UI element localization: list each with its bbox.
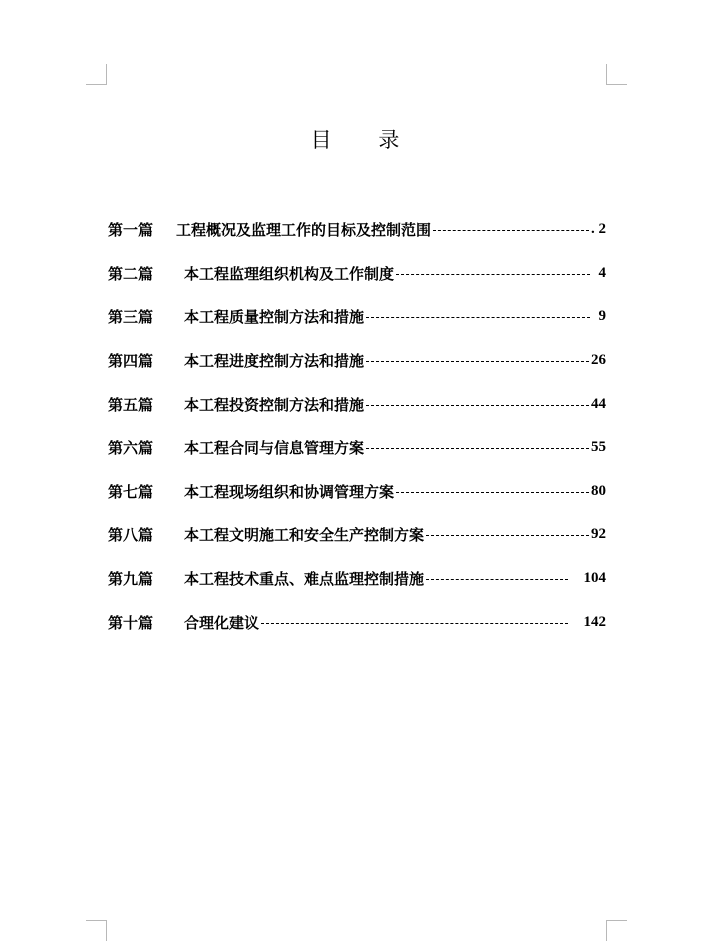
toc-entry-number: 第二篇	[108, 264, 154, 283]
toc-entry-title: 本工程监理组织机构及工作制度	[184, 264, 395, 283]
page-title: 目 录	[310, 128, 420, 152]
toc-entry-page: 104	[583, 570, 606, 587]
toc-entry-page: 9	[598, 308, 606, 325]
toc-entry[interactable]	[108, 513, 606, 557]
toc-entry[interactable]	[108, 600, 606, 644]
toc-entry-number: 第一篇	[108, 221, 154, 240]
toc-entry-page: 80	[591, 482, 606, 499]
page-corner-mark-top-right	[606, 64, 627, 85]
toc-entry-number: 第七篇	[108, 482, 154, 501]
toc-entry-number: 第八篇	[108, 526, 154, 545]
toc-entry[interactable]	[108, 339, 606, 383]
toc-leader-dots	[366, 361, 589, 362]
toc-entry[interactable]	[108, 295, 606, 339]
toc-entry-number: 第四篇	[108, 352, 154, 371]
toc-entry[interactable]	[108, 382, 606, 426]
toc-entry-title: 合理化建议	[184, 613, 260, 632]
page-corner-mark-bottom-left	[86, 920, 107, 941]
toc-entry[interactable]	[108, 252, 606, 296]
toc-entry-number: 第六篇	[108, 439, 154, 458]
toc-entry-page: 4	[598, 264, 606, 281]
toc-entry[interactable]	[108, 470, 606, 514]
toc-leader-dots	[426, 579, 567, 580]
toc-entry-number: 第十篇	[108, 613, 154, 632]
toc-entry-number: 第三篇	[108, 308, 154, 327]
toc-leader-dots	[366, 317, 590, 318]
toc-entry[interactable]	[108, 208, 606, 252]
toc-entry[interactable]	[108, 426, 606, 470]
page-corner-mark-top-left	[86, 64, 107, 85]
toc-entry-title: 工程概况及监理工作的目标及控制范围	[176, 221, 432, 240]
toc-leader-dots	[366, 405, 589, 406]
page-corner-mark-bottom-right	[606, 920, 627, 941]
toc-entry[interactable]	[108, 557, 606, 601]
toc-entry-title: 本工程技术重点、难点监理控制措施	[184, 570, 425, 589]
toc-leader-dots	[396, 492, 589, 493]
toc-entry-page: 26	[591, 352, 606, 369]
toc-entry-title: 本工程投资控制方法和措施	[184, 395, 365, 414]
toc-entry-page: . 2	[591, 221, 606, 238]
toc-leader-dots	[366, 448, 589, 449]
toc-entry-page: 44	[591, 395, 606, 412]
toc-leader-dots	[426, 535, 589, 536]
toc-entry-page: 92	[591, 526, 606, 543]
toc-entry-title: 本工程合同与信息管理方案	[184, 439, 365, 458]
toc-leader-dots	[396, 274, 590, 275]
toc-entry-title: 本工程现场组织和协调管理方案	[184, 482, 395, 501]
toc-leader-dots	[433, 230, 589, 231]
toc-entry-number: 第五篇	[108, 395, 154, 414]
toc-entry-title: 本工程文明施工和安全生产控制方案	[184, 526, 425, 545]
table-of-contents	[108, 208, 606, 644]
toc-entry-title: 本工程质量控制方法和措施	[184, 308, 365, 327]
toc-entry-page: 55	[591, 439, 606, 456]
toc-entry-page: 142	[583, 613, 606, 630]
toc-entry-number: 第九篇	[108, 570, 154, 589]
toc-leader-dots	[261, 623, 567, 624]
toc-entry-title: 本工程进度控制方法和措施	[184, 352, 365, 371]
